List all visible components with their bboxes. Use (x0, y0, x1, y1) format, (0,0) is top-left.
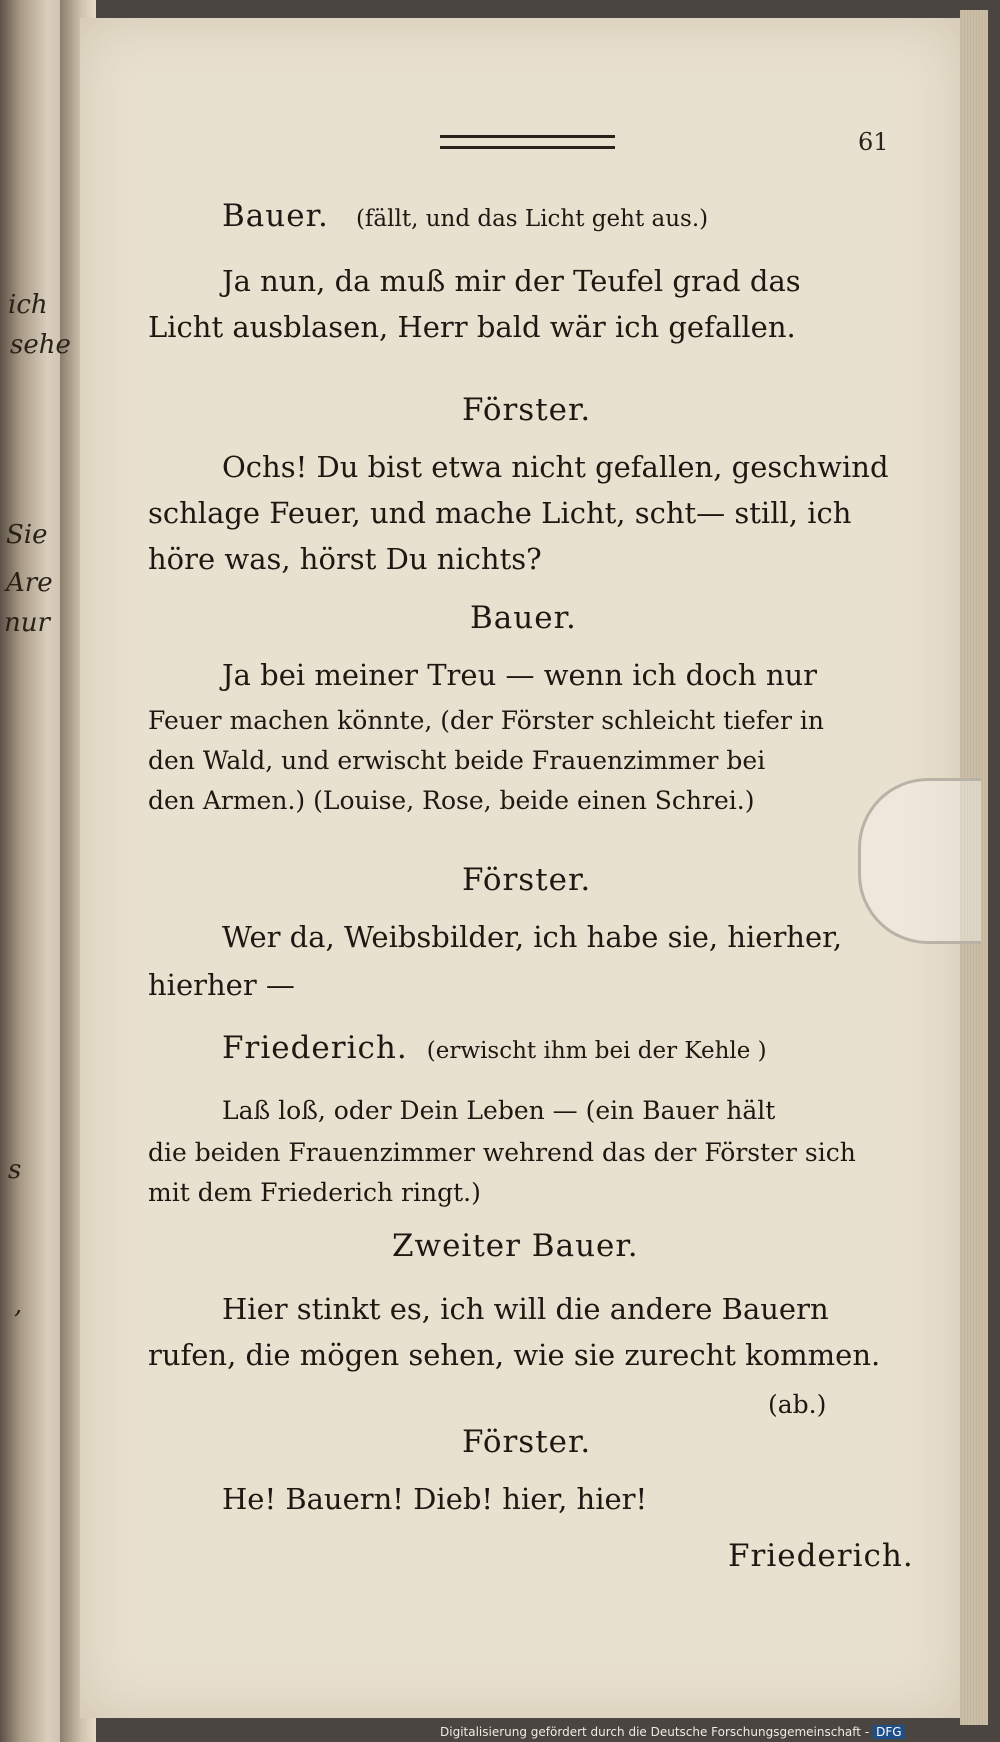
margin-fragment: ich (8, 290, 48, 320)
text-line: Feuer machen könnte, (der Förster schleicht tiefer in (148, 706, 824, 735)
speaker-heading: Zweiter Bauer. (392, 1228, 639, 1264)
text-line: Ja nun, da muß mir der Teufel grad das (222, 264, 801, 298)
margin-fragment: Are (6, 568, 53, 598)
text-line: Ja bei meiner Treu — wenn ich doch nur (222, 658, 818, 692)
text-line: Hier stinkt es, ich will die andere Bauern (222, 1292, 829, 1326)
speaker-heading: Bauer. (fällt, und das Licht geht aus.) (222, 198, 709, 234)
text-line: hierher — (148, 968, 295, 1002)
footer-text: Digitalisierung gefördert durch die Deutsche Forschungsgemeinschaft - (440, 1725, 870, 1739)
text-line: Ochs! Du bist etwa nicht gefallen, geschwind (222, 450, 889, 484)
speaker-heading: Förster. (462, 862, 592, 898)
page-number: 61 (858, 128, 889, 156)
speaker-heading: Bauer. (470, 600, 577, 636)
text-line: schlage Feuer, und mache Licht, scht— still, ich (148, 496, 852, 530)
text-line: Wer da, Weibsbilder, ich habe sie, hierher, (222, 920, 843, 954)
text-line: mit dem Friederich ringt.) (148, 1178, 481, 1207)
speaker-heading: Friederich. (erwischt ihm bei der Kehle ) (222, 1030, 767, 1066)
text-line: Licht ausblasen, Herr bald wär ich gefallen. (148, 310, 796, 344)
margin-fragment: nur (4, 608, 50, 638)
text-line: die beiden Frauenzimmer wehrend das der Förster sich (148, 1138, 856, 1167)
text-line: höre was, hörst Du nichts? (148, 542, 542, 576)
plastic-clip (858, 778, 981, 944)
header-rule (440, 146, 615, 149)
text-line: den Armen.) (Louise, Rose, beide einen Schrei.) (148, 786, 755, 815)
text-line: rufen, die mögen sehen, wie sie zurecht kommen. (148, 1338, 881, 1372)
text-line: He! Bauern! Dieb! hier, hier! (222, 1482, 648, 1516)
margin-fragment: Sie (6, 520, 48, 550)
stage-direction: (fällt, und das Licht geht aus.) (355, 206, 709, 232)
footer-credit (440, 1725, 905, 1739)
margin-fragment: sehe (10, 330, 71, 360)
dfg-logo: DFG (873, 1725, 904, 1739)
margin-fragment: , (14, 1290, 23, 1320)
stage-direction: (ab.) (768, 1390, 827, 1419)
catchword: Friederich. (728, 1538, 914, 1574)
stage-direction: (erwischt ihm bei der Kehle ) (426, 1038, 767, 1064)
margin-fragment: s (8, 1155, 22, 1185)
speaker-heading: Förster. (462, 1424, 592, 1460)
speaker-heading: Förster. (462, 392, 592, 428)
text-line: Laß loß, oder Dein Leben — (ein Bauer hält (222, 1096, 776, 1125)
left-page-edge (0, 0, 68, 1742)
text-line: den Wald, und erwischt beide Frauenzimmer bei (148, 746, 766, 775)
header-rule (440, 135, 615, 138)
